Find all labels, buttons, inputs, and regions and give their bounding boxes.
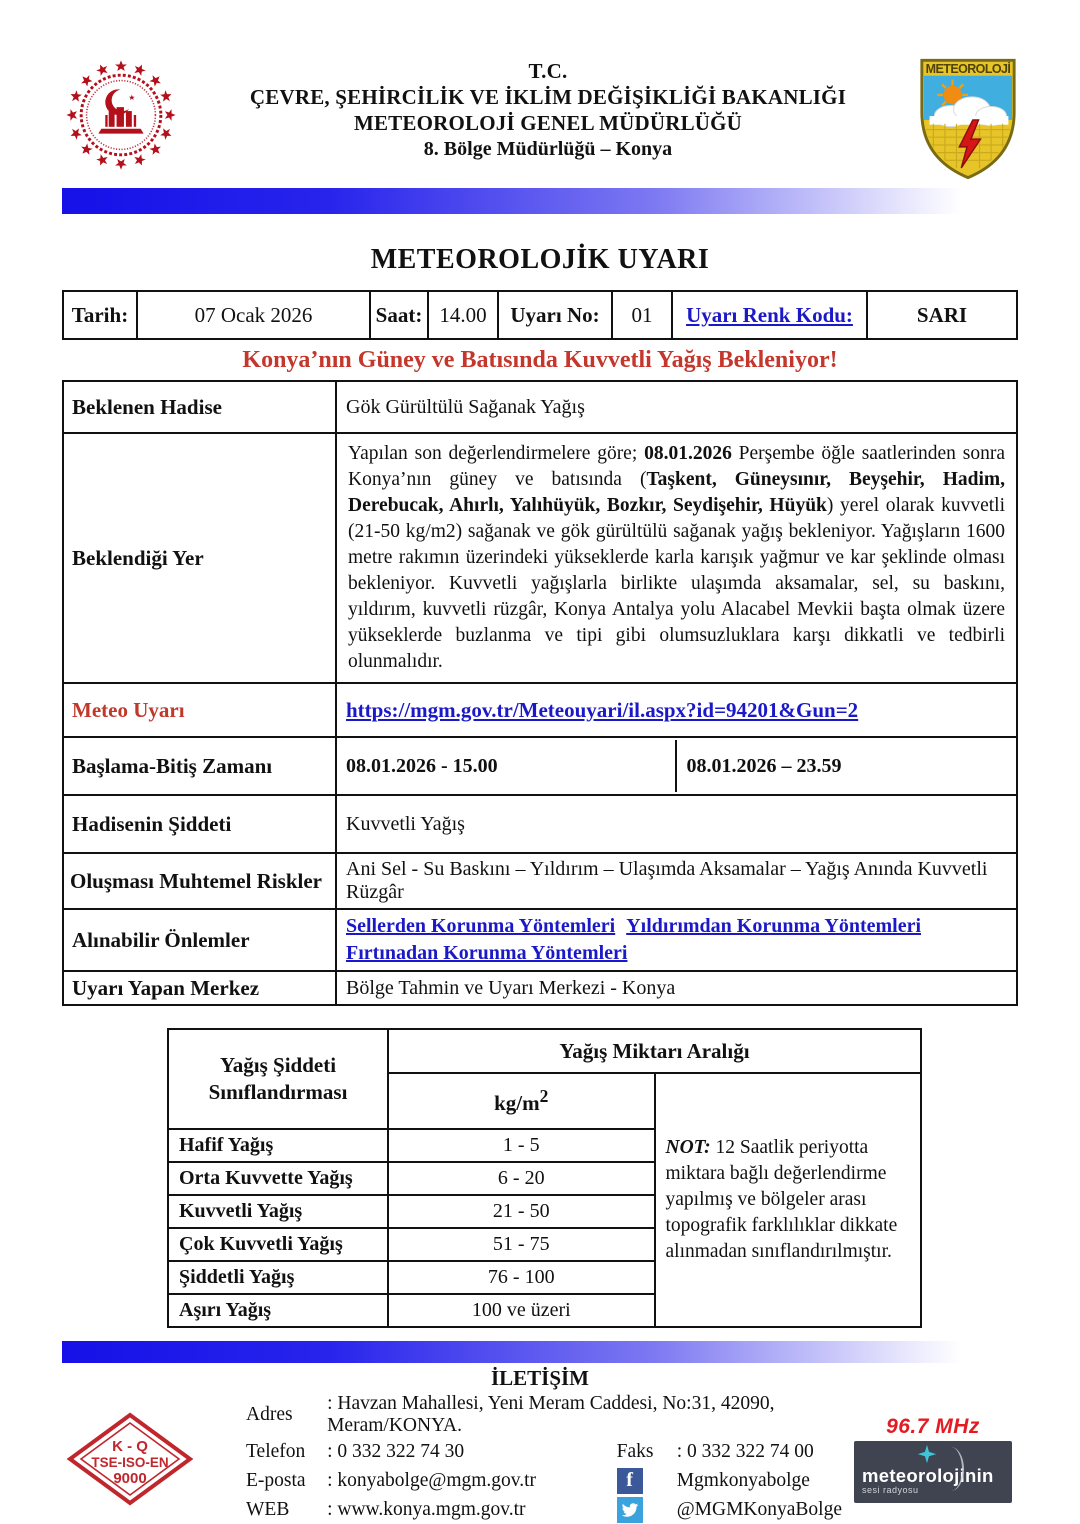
rain-class-range: 21 - 50: [388, 1195, 655, 1228]
rain-class-label: Hafif Yağış: [168, 1129, 388, 1162]
baslama-value: 08.01.2026 - 15.00: [337, 740, 677, 792]
rain-class-label: Kuvvetli Yağış: [168, 1195, 388, 1228]
table-row: [246, 1466, 848, 1495]
document-header: [0, 0, 1080, 180]
twitter-icon[interactable]: [617, 1495, 677, 1524]
rain-class-label: Orta Kuvvette Yağış: [168, 1162, 388, 1195]
unit-base: kg/m: [494, 1091, 540, 1115]
table-row: [63, 909, 1017, 971]
riskler-label: Oluşması Muhtemel Riskler: [63, 853, 336, 909]
gradient-divider-top: [62, 188, 1018, 214]
rain-classification-table: [167, 1028, 922, 1328]
iso-line-1: K - Q: [112, 1437, 148, 1455]
merkez-value: Bölge Tahmin ve Uyarı Merkezi - Konya: [336, 971, 1017, 1005]
table-row: [63, 853, 1017, 909]
meteo-uyari-url-link[interactable]: https://mgm.gov.tr/Meteouyari/il.aspx?id=94201&Gun=2: [346, 697, 859, 722]
ministry-seal-icon: [62, 56, 180, 174]
saat-label: Saat:: [370, 291, 428, 339]
merkez-label: Uyarı Yapan Merkez: [63, 971, 336, 1005]
table-row: [63, 381, 1017, 433]
note-cell: [655, 1073, 922, 1327]
amount-range-header: Yağış Miktarı Aralığı: [388, 1029, 921, 1073]
rain-class-label: Aşırı Yağış: [168, 1294, 388, 1327]
tarih-label: Tarih:: [63, 291, 137, 339]
warning-headline: Konya’nın Güney ve Batısında Kuvvetli Yağış Bekleniyor!: [242, 347, 838, 373]
warning-header-table: [62, 290, 1018, 340]
rain-class-label: Çok Kuvvetli Yağış: [168, 1228, 388, 1261]
rain-class-range: 6 - 20: [388, 1162, 655, 1195]
uyari-no-value: 01: [612, 291, 672, 339]
facebook-handle[interactable]: Mgmkonyabolge: [676, 1469, 810, 1491]
web-label: WEB: [246, 1498, 290, 1520]
contact-table: [246, 1393, 848, 1524]
renk-kodu-link[interactable]: Uyarı Renk Kodu:: [672, 291, 867, 339]
iso-line-3: 9000: [113, 1469, 147, 1487]
rain-class-label: Şiddetli Yağış: [168, 1261, 388, 1294]
rain-class-range: 51 - 75: [388, 1228, 655, 1261]
meteo-uyari-label: Meteo Uyarı: [63, 683, 336, 737]
header-line-mgm: METEOROLOJİ GENEL MÜDÜRLÜĞÜ: [353, 111, 743, 135]
tse-iso-en-9000-icon: [62, 1411, 198, 1507]
table-row: [63, 971, 1017, 1005]
meteoroloji-shield-logo: [914, 56, 1018, 180]
firtina-korunma-link[interactable]: Fırtınadan Korunma Yöntemleri: [346, 942, 628, 964]
header-line-ministry: ÇEVRE, ŞEHİRCİLİK VE İKLİM DEĞİŞİKLİĞİ BAKANLIĞI: [249, 85, 847, 109]
meteorolojinin-sesi-radio-logo: [854, 1441, 1012, 1503]
contact-block: [198, 1393, 848, 1524]
table-row: [63, 795, 1017, 853]
gradient-divider-bottom: [62, 1341, 1018, 1363]
uyari-no-label: Uyarı No:: [498, 291, 612, 339]
table-row: [246, 1393, 848, 1437]
saat-value: 14.00: [428, 291, 498, 339]
eposta-label: E-posta: [246, 1469, 306, 1491]
contact-title: İLETİŞİM: [490, 1366, 590, 1390]
hadisenin-siddeti-label: Hadisenin Şiddeti: [63, 795, 336, 853]
table-row: [63, 737, 1017, 795]
baslama-bitis-value: [336, 737, 1017, 795]
hadisenin-siddeti-value: Kuvvetli Yağış: [336, 795, 1017, 853]
twitter-handle[interactable]: @MGMKonyaBolge: [676, 1498, 842, 1520]
faks-label: Faks: [616, 1440, 654, 1462]
radio-name: meteorolojinin: [862, 1464, 994, 1486]
radio-subtitle: sesi radyosu: [862, 1484, 919, 1495]
header-line-region: 8. Bölge Müdürlüğü – Konya: [423, 138, 673, 160]
tarih-value: 07 Ocak 2026: [137, 291, 370, 339]
classification-note: NOT: 12 Saatlik periyotta miktara bağlı değerlendirme yapılmış ve bölgeler arası topografik farklılıklar dikkate alınmadan sınıflandırılmıştır.: [665, 1137, 898, 1262]
twitter-bird-icon: [621, 1501, 639, 1519]
shield-logo-text: METEOROLOJİ: [925, 61, 1011, 76]
riskler-value: Ani Sel - Su Baskını – Yıldırım – Ulaşımda Aksamalar – Yağış Anında Kuvvetli Rüzgâr: [336, 853, 1017, 909]
forecast-paragraph: Yapılan son değerlendirmelere göre; 08.01.2026 Perşembe öğle saatlerinden sonra Konya’nın güney ve batısında (Taşkent, Güneysınır, Beyşehir, Hadim, Derebucak, Ahırlı, Yalıhüyük, Bozkır, Seydişehir, Hüyük) yerel olarak kuvvetli (21-50 kg/m2) sağanak ve gök gürültülü sağanak yağış bekleniyor. Yağışların 1600 metre rakımın üzerindeki yükseklerde karla karışık yağmur ve kar şeklinde olması bekleniyor. Kuvvetli yağışlarla birlikte ulaşımda aksamalar, sel, su baskını, yıldırım, kuvvetli rüzgâr, Konya Antalya yolu Alacabel Mevkii başta olmak üzere yükseklerde buzlanma ve tipi gibi olumsuzluklara karşı dikkatli ve tedbirli olunmalıdır.: [348, 443, 1005, 672]
radio-frequency: 96.7 MHz: [886, 1414, 980, 1438]
table-row: [246, 1495, 848, 1524]
onlemler-label: Alınabilir Önlemler: [63, 909, 336, 971]
radio-logo-block: [848, 1415, 1018, 1503]
rain-class-range: 1 - 5: [388, 1129, 655, 1162]
telefon-value: : 0 332 322 74 30: [327, 1440, 465, 1462]
renk-kodu-value: SARI: [867, 291, 1017, 339]
unit-cell: [388, 1073, 655, 1129]
document-title: METEOROLOJİK UYARI: [370, 244, 710, 275]
table-row: [168, 1029, 921, 1073]
beklendigi-yer-value: [336, 433, 1017, 683]
meteo-uyari-value: [336, 683, 1017, 737]
telefon-label: Telefon: [246, 1440, 306, 1462]
beklendigi-yer-label: Beklendiği Yer: [63, 433, 336, 683]
classification-header: Yağış Şiddeti Sınıflandırması: [168, 1029, 388, 1129]
onlemler-value: [336, 909, 1017, 971]
eposta-value: : konyabolge@mgm.gov.tr: [327, 1469, 537, 1491]
sel-korunma-link[interactable]: Sellerden Korunma Yöntemleri: [346, 915, 616, 937]
table-row: [246, 1437, 848, 1466]
yildirim-korunma-link[interactable]: Yıldırımdan Korunma Yöntemleri: [626, 915, 922, 937]
iso-diamond-icon: [66, 1411, 194, 1507]
unit-superscript: 2: [539, 1086, 549, 1106]
bitis-value: 08.01.2026 – 23.59: [686, 754, 842, 777]
rain-class-range: 76 - 100: [388, 1261, 655, 1294]
warning-detail-table: [62, 380, 1018, 1006]
radio-star-icon: [916, 1444, 938, 1466]
iso-line-2: TSE-ISO-EN: [91, 1454, 169, 1470]
header-title-block: [182, 56, 914, 162]
table-row: [63, 683, 1017, 737]
table-row: [63, 433, 1017, 683]
header-line-tc: T.C.: [528, 59, 568, 83]
ministry-seal-logo: [62, 56, 182, 179]
baslama-bitis-label: Başlama-Bitiş Zamanı: [63, 737, 336, 795]
meteoroloji-shield-icon: [918, 56, 1018, 180]
adres-value: : Havzan Mahallesi, Yeni Meram Caddesi, No:31, 42090, Meram/KONYA.: [327, 1393, 775, 1436]
beklenen-hadise-value: Gök Gürültülü Sağanak Yağış: [336, 381, 1017, 433]
facebook-icon[interactable]: f: [617, 1466, 677, 1495]
radio-arc-decoration: [938, 1447, 964, 1491]
adres-label: Adres: [246, 1404, 293, 1425]
faks-value: : 0 332 322 74 00: [676, 1440, 814, 1462]
rain-class-range: 100 ve üzeri: [388, 1294, 655, 1327]
beklenen-hadise-label: Beklenen Hadise: [63, 381, 336, 433]
web-value[interactable]: : www.konya.mgm.gov.tr: [327, 1498, 526, 1520]
footer: [0, 1391, 1080, 1524]
